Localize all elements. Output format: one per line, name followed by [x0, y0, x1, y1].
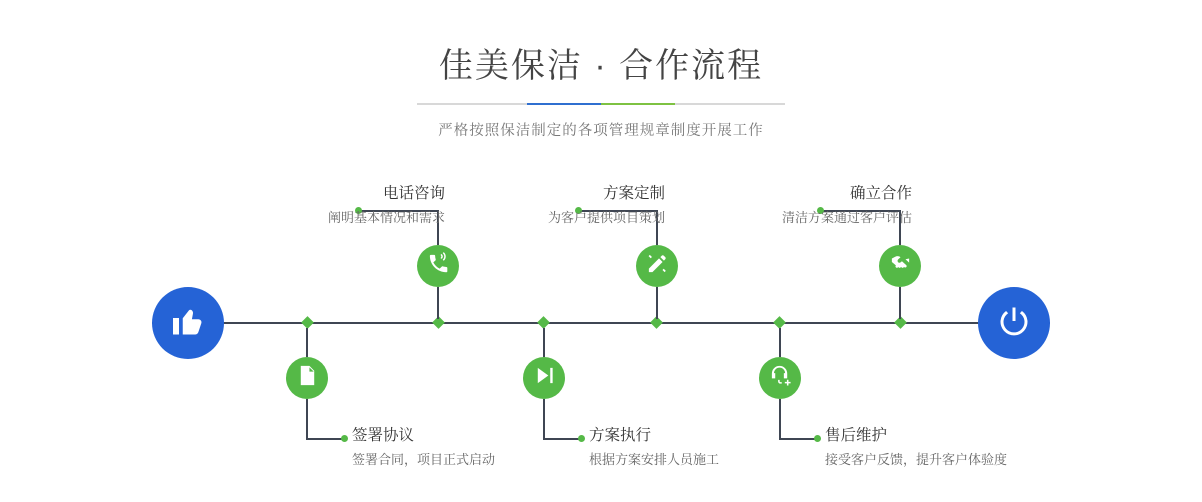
divider-segment-green [601, 103, 675, 105]
pen-ruler-icon [646, 252, 669, 280]
connector-line [899, 287, 901, 319]
step-node-5[interactable] [879, 245, 921, 287]
power-icon [996, 303, 1032, 344]
axis-marker [773, 316, 786, 329]
step-label-2 [352, 426, 495, 470]
step-label-6 [825, 426, 1007, 470]
handshake-icon [889, 252, 912, 280]
page-header [0, 0, 1202, 140]
connector-line [779, 328, 781, 357]
axis-marker [537, 316, 550, 329]
thumbs-up-icon [170, 303, 206, 344]
document-edit-icon [296, 364, 319, 392]
step-label-5 [700, 184, 912, 228]
connector-line [779, 399, 781, 439]
flow-end-badge [978, 287, 1050, 359]
step-desc-2: 签署合同，项目正式启动 [352, 452, 496, 467]
step-desc-1: 阐明基本情况和需求 [327, 210, 445, 225]
divider-segment-blue [527, 103, 601, 105]
connector-line [306, 328, 308, 357]
step-desc-5: 清洁方案通过客户评估 [781, 210, 912, 225]
step-node-6[interactable] [759, 357, 801, 399]
step-node-2[interactable] [286, 357, 328, 399]
page-title: 佳美保洁 · 合作流程 [438, 47, 764, 85]
step-title-5: 确立合作 [849, 185, 912, 202]
step-title-6: 售后维护 [825, 427, 888, 444]
connector-line [306, 438, 344, 440]
title-divider [417, 103, 785, 105]
axis-marker [301, 316, 314, 329]
step-title-3: 方案定制 [602, 185, 665, 202]
headset-support-icon [769, 364, 792, 392]
page-subtitle: 严格按照保洁制定的各项管理规章制度开展工作 [438, 123, 764, 139]
connector-line [543, 399, 545, 439]
connector-line [543, 328, 545, 357]
connector-dot [578, 435, 585, 442]
flow-start-badge [152, 287, 224, 359]
step-node-1[interactable] [417, 245, 459, 287]
play-forward-icon [533, 364, 556, 392]
connector-line [543, 438, 581, 440]
step-label-1 [255, 184, 445, 228]
process-flow-diagram [0, 150, 1202, 502]
step-label-4 [589, 426, 719, 470]
connector-dot [341, 435, 348, 442]
connector-line [779, 438, 817, 440]
step-desc-6: 接受客户反馈，提升客户体验度 [825, 452, 1008, 467]
connector-line [437, 287, 439, 319]
step-label-3 [455, 184, 665, 228]
step-title-2: 签署协议 [352, 427, 415, 444]
step-title-4: 方案执行 [589, 427, 652, 444]
connector-line [656, 287, 658, 319]
step-node-3[interactable] [636, 245, 678, 287]
connector-line [306, 399, 308, 439]
phone-ring-icon [427, 252, 450, 280]
step-title-1: 电话咨询 [382, 185, 445, 202]
step-node-4[interactable] [523, 357, 565, 399]
step-desc-4: 根据方案安排人员施工 [589, 452, 720, 467]
connector-dot [814, 435, 821, 442]
step-desc-3: 为客户提供项目策划 [547, 210, 665, 225]
timeline-axis [152, 322, 1050, 324]
